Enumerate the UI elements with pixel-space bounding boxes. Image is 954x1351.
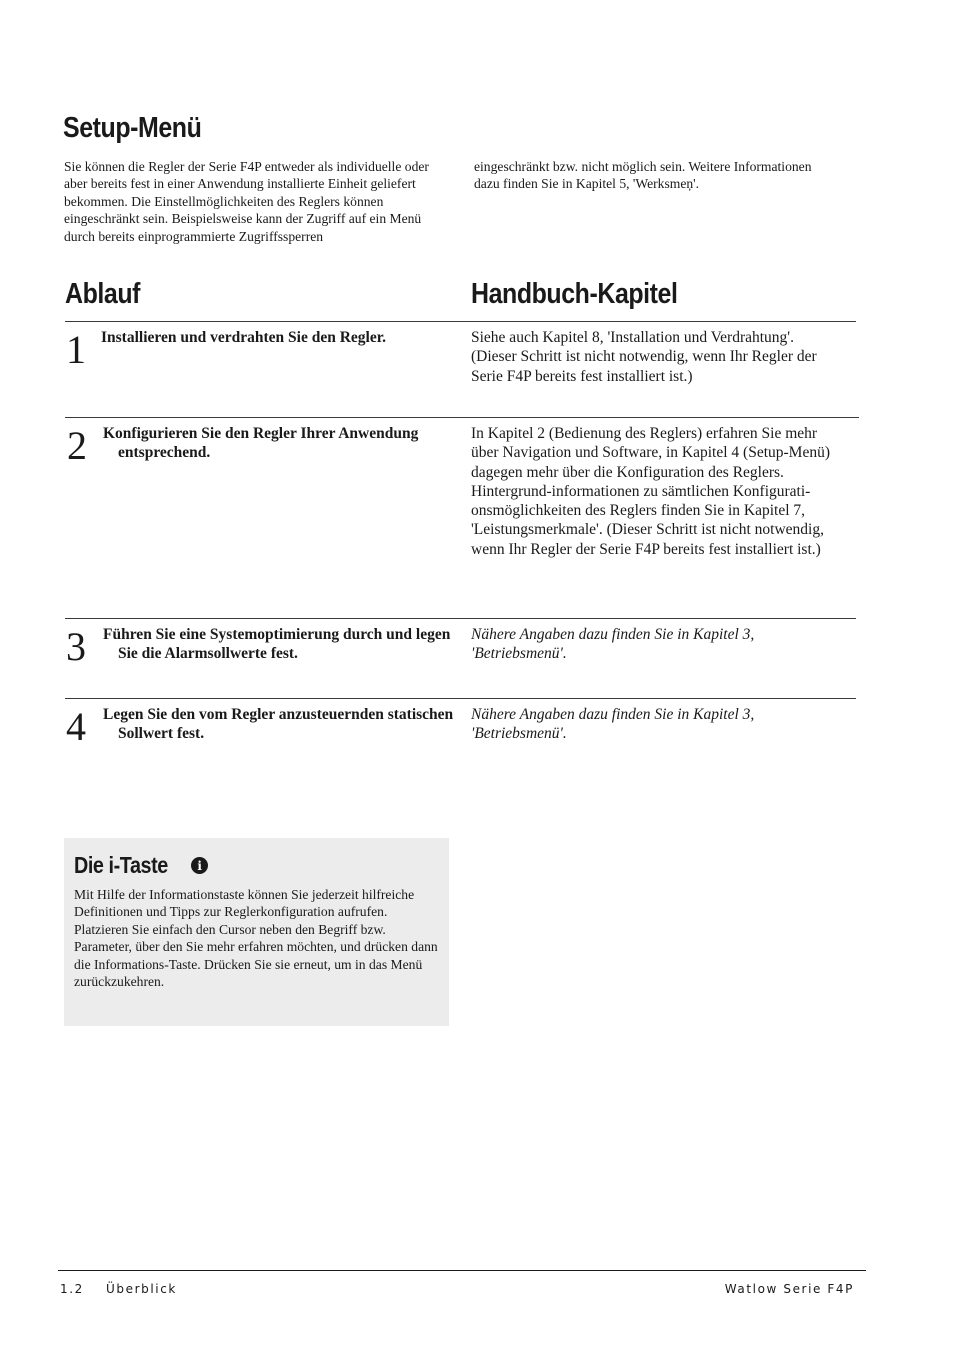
step-divider — [65, 321, 856, 322]
info-box-body: Mit Hilfe der Informationstaste können Sie jederzeit hilfreiche Definitionen und Tipps zur Reglerkonfiguration aufrufen. Platzieren Sie einfach den Cursor neben den Begriff bzw. Parameter, über den Sie mehr erfahren möchten, und drücken dann die Informations-Taste. Drücken Sie sie erneut, um in das Menü zurückzukehren. — [74, 887, 438, 990]
step-number: 2 — [67, 423, 87, 468]
info-key-box — [64, 838, 449, 1026]
column-heading-manual-chapter: Handbuch-Kapitel — [471, 278, 678, 310]
step-number: 3 — [66, 624, 86, 669]
step-reference: Nähere Angaben dazu finden Sie in Kapitel 3, 'Betriebsmenü'. — [471, 706, 755, 743]
step-action: Konfigurieren Sie den Regler Ihrer Anwendung entsprechend. — [103, 425, 419, 462]
step-divider — [65, 698, 856, 699]
step-action: Installieren und verdrahten Sie den Regler. — [101, 329, 387, 346]
footer-product-name: Watlow Serie F4P — [724, 1282, 854, 1296]
info-box-title-text: Die i-Taste — [74, 852, 168, 878]
step-reference: In Kapitel 2 (Bedienung des Reglers) erfahren Sie mehr über Navigation und Software, in Kapitel 4 (Setup-Menü) dagegen mehr über die Konfiguration des Reglers. Hintergrund-informationen zu sämtlichen Konfigurati-onsmöglichkeiten des Reglers finden Sie in Kapitel 7, 'Leistungsmerkmale'. (Dieser Schritt ist nicht notwendig, wenn Ihr Regler der Serie F4P bereits fest installiert ist.) — [471, 425, 830, 558]
step-reference: Siehe auch Kapitel 8, 'Installation und Verdrahtung'. (Dieser Schritt ist nicht notwendig, wenn Ihr Regler der Serie F4P bereits fest installiert ist.) — [471, 329, 817, 385]
page-title: Setup-Menü — [63, 112, 202, 144]
column-heading-procedure: Ablauf — [65, 278, 141, 310]
info-box-title — [74, 852, 208, 879]
step-number: 1 — [66, 327, 86, 372]
step-divider — [65, 417, 859, 418]
intro-text-left: Sie können die Regler der Serie F4P entweder als individuelle oder aber bereits fest in einer Anwendung installierte Einheit geliefert bekommen. Die Einstellmöglichkeiten des Reglers können eingeschränkt sein. Beispielsweise kann der Zugriff auf ein Menü durch bereits einprogrammierte Zugriffssperren — [64, 159, 429, 244]
step-action: Führen Sie eine Systemoptimierung durch und legen Sie die Alarmsollwerte fest. — [103, 626, 451, 663]
step-divider — [65, 618, 856, 619]
footer-section-name: Überblick — [106, 1282, 177, 1296]
footer-divider — [58, 1270, 866, 1271]
step-reference: Nähere Angaben dazu finden Sie in Kapitel 3, 'Betriebsmenü'. — [471, 626, 755, 663]
footer-page-number: 1.2 — [60, 1282, 84, 1296]
step-number: 4 — [66, 704, 86, 749]
info-icon: i — [191, 857, 208, 874]
intro-text-right: eingeschränkt bzw. nicht möglich sein. Weitere Informationen dazu finden Sie in Kapitel 5, 'Werksmeņ'. — [474, 159, 812, 192]
step-action: Legen Sie den vom Regler anzusteuernden statischen Sollwert fest. — [103, 706, 454, 743]
